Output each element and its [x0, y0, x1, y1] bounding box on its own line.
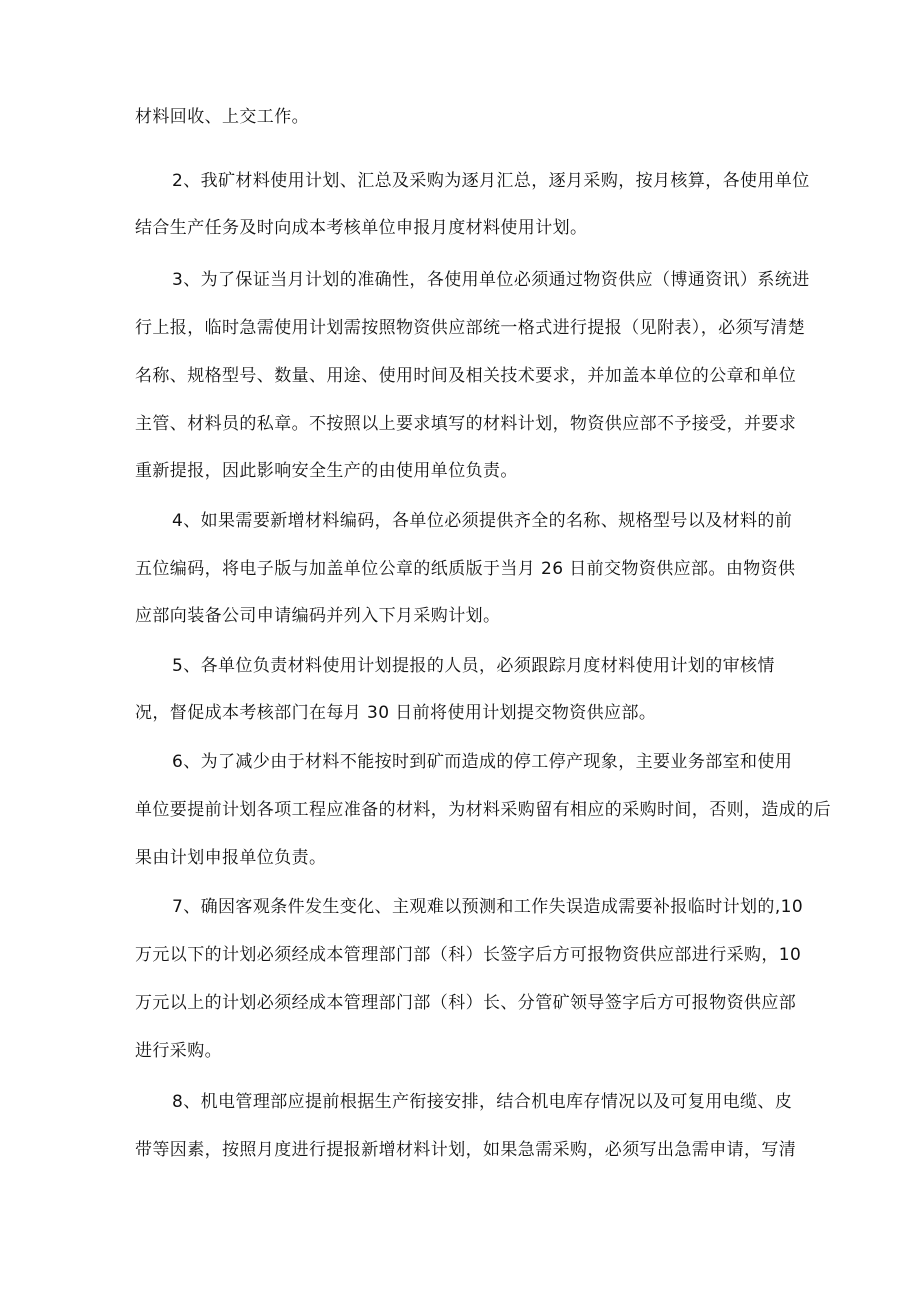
paragraph-4-line-3: 应部向装备公司申请编码并列入下月采购计划。: [135, 606, 501, 626]
paragraph-2-line-1: 2、我矿材料使用计划、汇总及采购为逐月汇总，逐月采购，按月核算，各使用单位: [172, 171, 810, 191]
paragraph-8-line-2: 带等因素，按照月度进行提报新增材料计划，如果急需采购，必须写出急需申请，写清: [135, 1140, 797, 1160]
paragraph-7-line-4: 进行采购。: [135, 1041, 222, 1061]
paragraph-6-line-2: 单位要提前计划各项工程应准备的材料，为材料采购留有相应的采购时间，否则，造成的后: [135, 800, 831, 820]
paragraph-3-line-4: 主管、材料员的私章。不按照以上要求填写的材料计划，物资供应部不予接受，并要求: [135, 414, 797, 434]
paragraph-3-line-2: 行上报，临时急需使用计划需按照物资供应部统一格式进行提报（见附表），必须写清楚: [135, 318, 806, 338]
paragraph-3-line-5: 重新提报，因此影响安全生产的由使用单位负责。: [135, 461, 518, 481]
paragraph-6-line-3: 果由计划申报单位负责。: [135, 848, 327, 868]
paragraph-4-line-1: 4、如果需要新增材料编码，各单位必须提供齐全的名称、规格型号以及材料的前: [172, 511, 793, 531]
paragraph-5-line-1: 5、各单位负责材料使用计划提报的人员，必须跟踪月度材料使用计划的审核情: [172, 656, 775, 676]
paragraph-7-line-2: 万元以下的计划必须经成本管理部门部（科）长签字后方可报物资供应部进行采购，10: [135, 945, 802, 965]
paragraph-7-line-3: 万元以上的计划必须经成本管理部门部（科）长、分管矿领导签字后方可报物资供应部: [135, 993, 797, 1013]
paragraph-3-line-1: 3、为了保证当月计划的准确性，各使用单位必须通过物资供应（博通资讯）系统进: [172, 270, 810, 290]
paragraph-7-line-1: 7、确因客观条件发生变化、主观难以预测和工作失误造成需要补报临时计划的,10: [172, 897, 804, 917]
paragraph-2-line-2: 结合生产任务及时向成本考核单位申报月度材料使用计划。: [135, 218, 588, 238]
paragraph-3-line-3: 名称、规格型号、数量、用途、使用时间及相关技术要求，并加盖本单位的公章和单位: [135, 366, 797, 386]
text-line: 材料回收、上交工作。: [135, 107, 309, 127]
paragraph-8-line-1: 8、机电管理部应提前根据生产衔接安排，结合机电库存情况以及可复用电缆、皮: [172, 1092, 793, 1112]
paragraph-6-line-1: 6、为了减少由于材料不能按时到矿而造成的停工停产现象，主要业务部室和使用: [172, 752, 793, 772]
paragraph-4-line-2: 五位编码，将电子版与加盖单位公章的纸质版于当月 26 日前交物资供应部。由物资供: [135, 559, 796, 579]
paragraph-5-line-2: 况，督促成本考核部门在每月 30 日前将使用计划提交物资供应部。: [135, 703, 657, 723]
